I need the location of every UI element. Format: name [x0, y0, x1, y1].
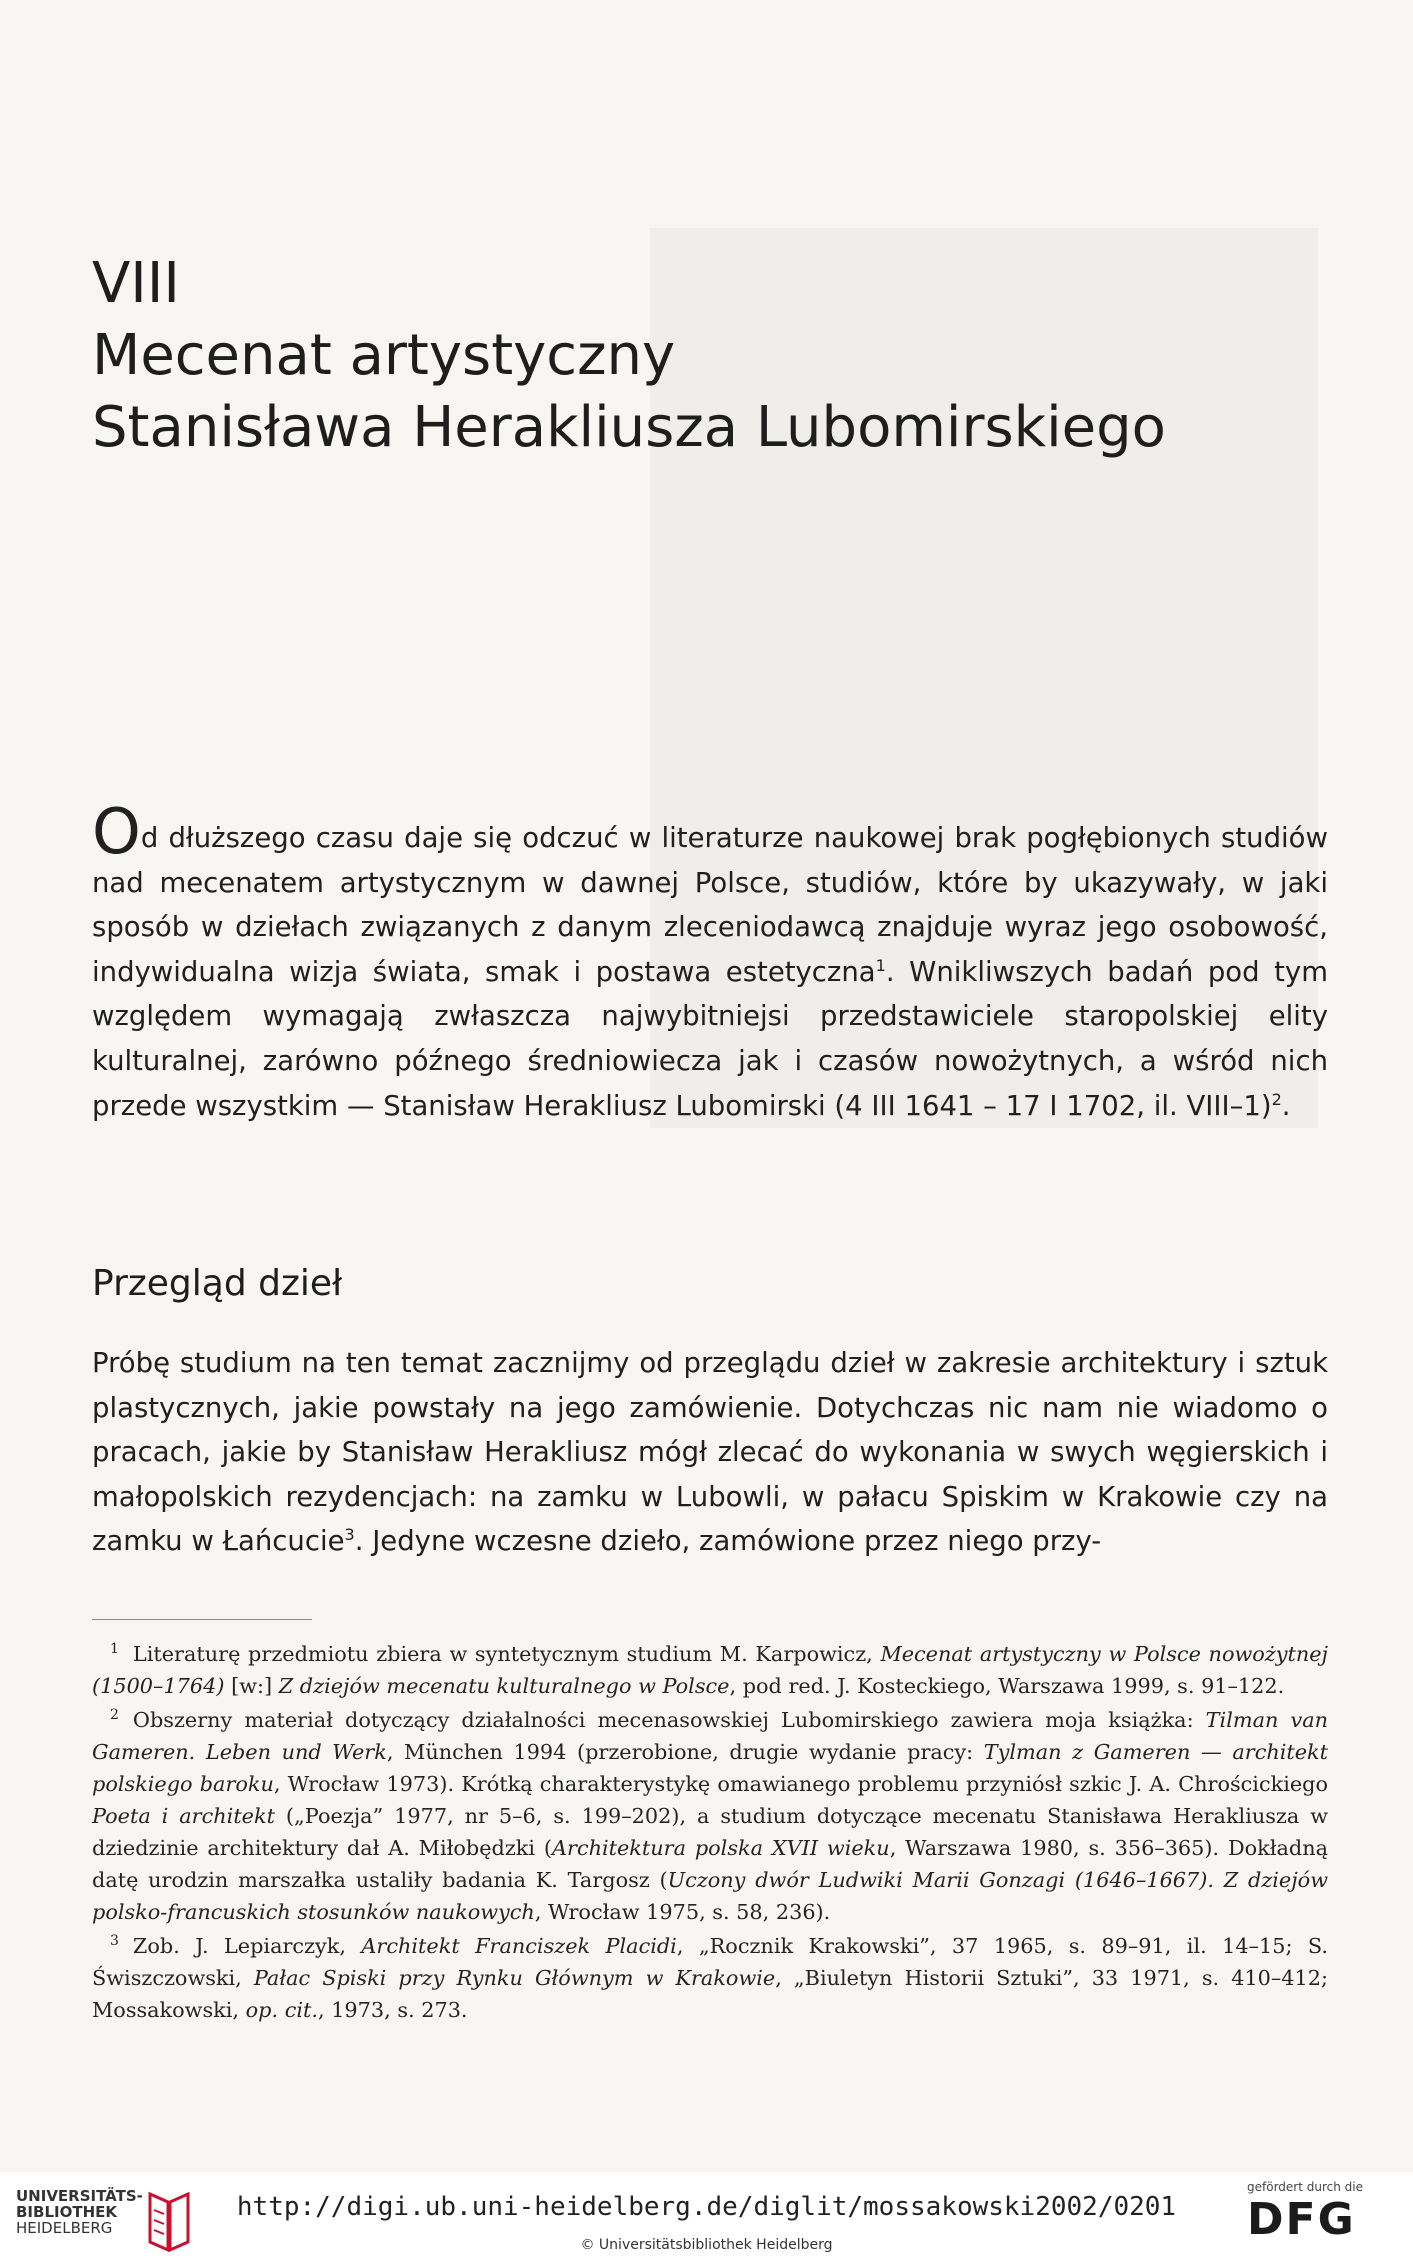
footnote-text: , Wrocław 1975, s. 58, 236).	[534, 1900, 831, 1924]
paragraph-review-text-a: Próbę studium na ten temat zacznijmy od przeglądu dzieł w zakresie architektury i sztuk plastycznych, jakie powstały na jego zamówienie. Dotychczas nic nam nie wiadomo o pracach, jakie by Stanisław Herakliusz mógł zlecać do wykonania w swych węgierskich i małopolskich rezydencjach: na zamku w Lubowli, w pałacu Spiskim w Krakowie czy na zamku w Łańcucie	[92, 1347, 1328, 1558]
footnote-text: , Wrocław 1973). Krótką charakterystykę omawianego problemu przyniósł szkic J. A. Chrościckiego	[273, 1772, 1328, 1796]
footnote-italic-text: Uczony dwór Ludwiki Marii Gonzagi (1646–1667). Z dziejów polsko-francuskich stosunków naukowych	[92, 1868, 1328, 1924]
footnote-italic-text: op. cit.	[245, 1998, 318, 2022]
footnote-number: 1	[110, 1641, 119, 1658]
footnote-italic-text: Z dziejów mecenatu kulturalnego w Polsce	[278, 1674, 730, 1698]
library-line2: BIBLIOTHEK	[16, 2203, 117, 2221]
paragraph-intro	[92, 795, 1328, 1128]
footnote-italic-text: Poeta i architekt	[92, 1804, 275, 1828]
footnote-text: , „Biuletyn Historii Sztuki”, 33 1971, s. 410–412; Mossakowski,	[92, 1966, 1329, 2022]
document-url-link[interactable]: http://digi.ub.uni-heidelberg.de/diglit/mossakowski2002/0201	[236, 2192, 1177, 2222]
copyright-notice: © Universitätsbibliothek Heidelberg	[580, 2237, 833, 2253]
footnote-italic-text: Mecenat artystyczny w Polsce nowożytnej (1500–1764)	[92, 1642, 1328, 1698]
paragraph-intro-text-c: .	[1281, 1089, 1291, 1122]
footnote-text: („Poezja” 1977, nr 5–6, s. 199–202), a studium dotyczące mecenatu Stanisława Herakliusza w dziedzinie architektury dał A. Miłobędzki (	[92, 1804, 1329, 1860]
library-line1: UNIVERSITÄTS-	[16, 2187, 143, 2205]
funder-logo[interactable]	[1247, 2180, 1397, 2260]
section-heading: Przegląd dzieł	[92, 1263, 343, 1304]
drop-cap: O	[92, 795, 141, 868]
footnote-text: Zob. J. Lepiarczyk,	[132, 1934, 362, 1958]
footnote-text: , Warszawa 1980, s. 356–365). Dokładną datę urodzin marszałka ustaliły badania K. Targosz (	[92, 1836, 1328, 1892]
footnote	[92, 1704, 1328, 1928]
chapter-title-line1: Mecenat artystyczny	[92, 323, 676, 388]
footnote-text: [w:]	[224, 1674, 279, 1698]
dfg-logo: DFG	[1247, 2194, 1356, 2245]
library-line3: HEIDELBERG	[16, 2219, 113, 2237]
paragraph-review	[92, 1341, 1328, 1564]
chapter-title-line2: Stanisława Herakliusza Lubomirskiego	[92, 395, 1166, 460]
paragraph-intro-text-a: d dłuższego czasu daje się odczuć w literaturze naukowej brak pogłębionych studiów nad mecenatem artystycznym w dawnej Polsce, studiów, które by ukazywały, w jaki sposób w dziełach związanych z danym zleceniodawcą znajduje wyraz jego osobowość, indywidualna wizja świata, smak i postawa estetyczna	[92, 822, 1328, 988]
footnote-number: 2	[110, 1707, 119, 1724]
digitization-footer	[0, 2172, 1413, 2267]
footnote-text: , pod red. J. Kosteckiego, Warszawa 1999, s. 91–122.	[729, 1674, 1285, 1698]
footnote-italic-text: Architekt Franciszek Placidi	[361, 1934, 677, 1958]
footnote-number: 3	[110, 1933, 119, 1950]
footnote-italic-text: Tylman z Gameren — architekt polskiego baroku	[92, 1740, 1329, 1796]
footnote-text: Literaturę przedmiotu zbiera w syntetycznym studium M. Karpowicz,	[132, 1642, 881, 1666]
footnote-italic-text: Architektura polska XVII wieku	[551, 1836, 890, 1860]
footnote-divider	[92, 1619, 312, 1620]
paragraph-review-text-b: . Jedyne wczesne dzieło, zamówione przez niego przy-	[354, 1525, 1102, 1558]
footnote-text: , 1973, s. 273.	[317, 1998, 468, 2022]
paragraph-intro-text-b: . Wnikliwszych badań pod tym względem wymagają zwłaszcza najwybitniejsi przedstawiciele staropolskiej elity kulturalnej, zarówno późnego średniowiecza jak i czasów nowożytnych, a wśród nich przede wszystkim — Stanisław Herakliusz Lubomirski (4 III 1641 – 17 I 1702, il. VIII–1)	[92, 955, 1328, 1122]
chapter-number: VIII	[92, 251, 180, 316]
footnote-ref-3[interactable]: 3	[344, 1525, 355, 1545]
funder-caption: gefördert durch die	[1247, 2180, 1363, 2194]
footnote-ref-2[interactable]: 2	[1271, 1089, 1282, 1109]
footnote-text: , München 1994 (przerobione, drugie wydanie pracy:	[386, 1740, 984, 1764]
footnote-ref-1[interactable]: 1	[875, 955, 886, 975]
chapter-heading	[92, 248, 1322, 464]
footnote	[92, 1930, 1328, 2026]
footnotes	[92, 1638, 1328, 2028]
footnote	[92, 1638, 1328, 1702]
footnote-italic-text: Tilman van Gameren. Leben und Werk	[92, 1708, 1328, 1764]
footnote-text: , „Rocznik Krakowski”, 37 1965, s. 89–91, il. 14–15; S. Świszczowski,	[92, 1934, 1328, 1990]
footnote-text: Obszerny materiał dotyczący działalności mecenasowskiej Lubomirskiego zawiera moja książka:	[132, 1708, 1206, 1732]
footnote-italic-text: Pałac Spiski przy Rynku Głównym w Krakowie	[253, 1966, 776, 1990]
